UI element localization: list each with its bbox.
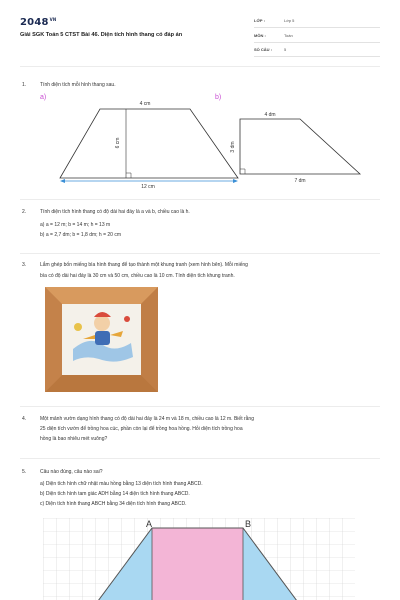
- pink-rectangle: [152, 528, 243, 600]
- fig-a-top-label: 4 cm: [139, 101, 151, 107]
- point-b-label: B: [245, 519, 252, 529]
- question-text: Tính diện tích hình thang có độ dài hai đáy là a và b, chiều cao là h.: [40, 209, 190, 215]
- fig-a-height-label: 6 cm: [115, 137, 121, 149]
- q2-item-a: a) a = 12 m; b = 14 m; h = 13 m: [40, 222, 111, 228]
- question-text: Một mảnh vườn dạng hình thang có độ dài hai đáy là 24 m và 18 m, chiều cao là 12 m. Biết rằng: [40, 416, 254, 422]
- fig-b-bottom-label: 7 dm: [294, 178, 306, 184]
- fig-b-top-label: 4 dm: [264, 112, 276, 118]
- question-number: 5.: [22, 469, 27, 475]
- q5-item-b: b) Diện tích hình tam giác ADH bằng 14 diện tích hình thang ABCD.: [40, 491, 190, 497]
- document-title: Giải SGK Toán 5 CTST Bài 46. Diện tích hình thang có đáp án: [20, 32, 183, 38]
- figure-b-label: b): [215, 94, 222, 101]
- question-number: 1.: [22, 82, 27, 88]
- fig-a-bottom-label: 12 cm: [141, 184, 155, 190]
- q5-item-a: a) Diện tích hình chữ nhật màu hồng bằng 13 diện tích hình thang ABCD.: [40, 481, 203, 487]
- question-text-line: hồng là bao nhiêu mét vuông?: [40, 436, 108, 442]
- question-number: 3.: [22, 262, 27, 268]
- question-number: 4.: [22, 416, 27, 422]
- logo-text: 2048: [20, 17, 49, 28]
- question-text-line: bìa có độ dài hai đáy là 30 cm và 50 cm, chiều cao là 10 cm. Tính diện tích khung tranh.: [40, 273, 235, 279]
- question-text: Lắm ghép bốn miếng bìa hình thang để tạo thành một khung tranh (xem hình bên). Mỗi miếng: [40, 262, 248, 268]
- logo-suffix: VN: [49, 17, 57, 22]
- question-text: Tính diện tích mỗi hình thang sau.: [40, 82, 116, 88]
- question-number: 2.: [22, 209, 27, 215]
- q5-item-c: c) Diện tích hình thang ABCH bằng 34 diện tích hình thang ABCD.: [40, 501, 187, 507]
- meta-value: 5: [284, 47, 287, 52]
- point-a-label: A: [146, 519, 153, 529]
- q2-item-b: b) a = 2,7 dm; b = 1,8 dm; h = 20 cm: [40, 232, 122, 238]
- figure-a-label: a): [40, 94, 47, 101]
- meta-key: MÔN :: [254, 33, 266, 38]
- question-text-line: 25 diện tích vườn để trồng hoa cúc, phần còn lại để trồng hoa hồng. Hỏi diện tích trồng hoa: [40, 426, 243, 432]
- meta-key: LỚP :: [254, 18, 265, 23]
- meta-key: SỐ CÂU :: [254, 47, 272, 52]
- fig-b-height-label: 3 dm: [230, 141, 236, 153]
- meta-value: Toán: [284, 33, 293, 38]
- meta-value: Lớp 5: [284, 18, 295, 23]
- question-text: Câu nào đúng, câu nào sai?: [40, 469, 103, 475]
